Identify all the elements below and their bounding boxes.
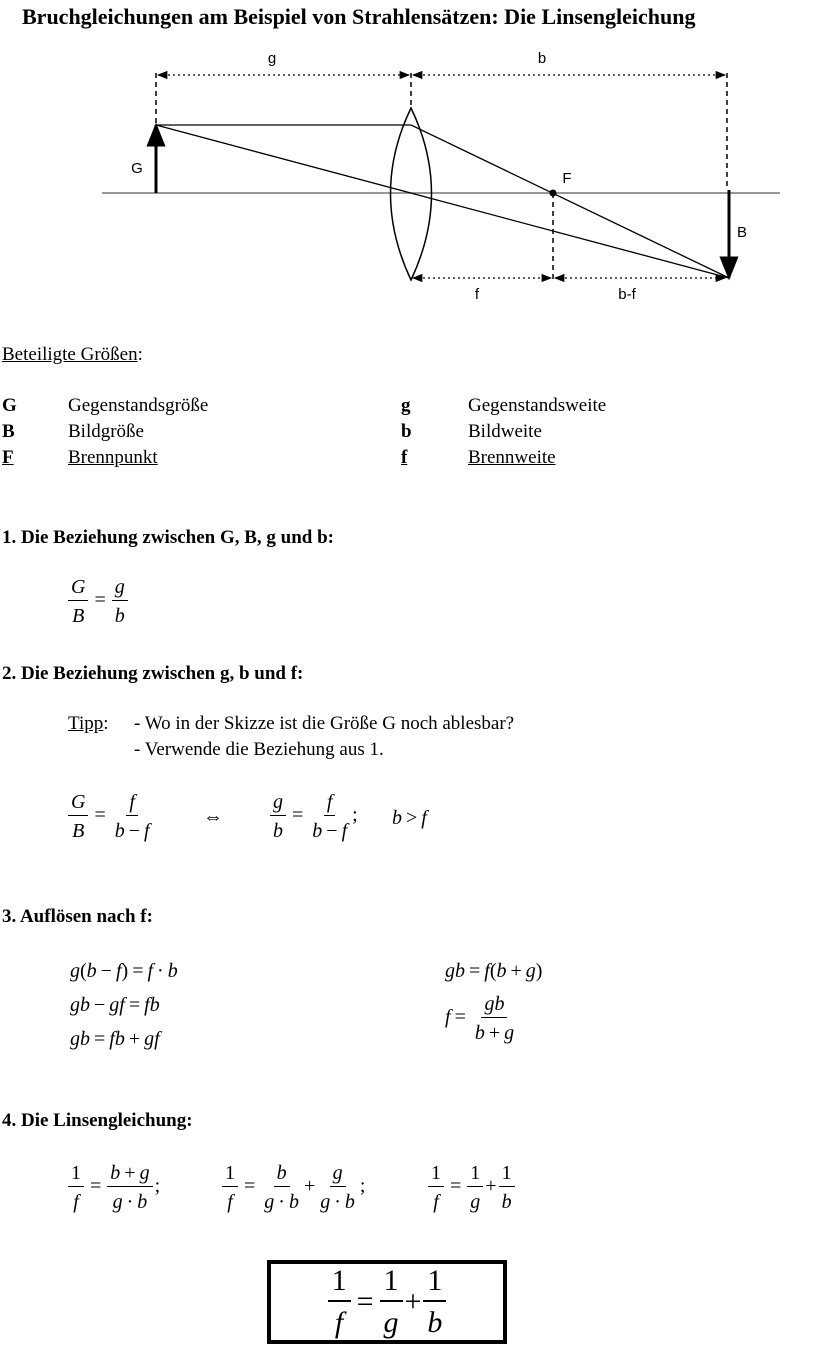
lens bbox=[391, 108, 432, 280]
equation-step4: gb = f(b + g) bbox=[445, 960, 543, 982]
quantities-heading: Beteiligte Größen: bbox=[2, 344, 143, 365]
equation-f-solved: f = $\frac{gb}{b + g}$ bbox=[445, 993, 515, 1044]
quantity-name: Bildgröße bbox=[68, 421, 144, 442]
page-title: Bruchgleichungen am Beispiel von Strahlensätzen: Die Linsengleichung bbox=[22, 4, 696, 29]
tip-line: - Wo in der Skizze ist die Größe G noch ablesbar? bbox=[134, 713, 515, 734]
section2-heading: 2. Die Beziehung zwischen g, b und f: bbox=[2, 663, 304, 684]
quantity-symbol: B bbox=[2, 421, 15, 442]
section4-heading: 4. Die Linsengleichung: bbox=[2, 1110, 193, 1131]
tip-line: - Verwende die Beziehung aus 1. bbox=[134, 739, 384, 760]
quantity-symbol: F bbox=[2, 447, 14, 468]
label-F: F bbox=[562, 170, 572, 187]
quantity-symbol: b bbox=[401, 421, 412, 442]
central-ray bbox=[156, 125, 729, 278]
label-f: f bbox=[474, 286, 480, 303]
section3-heading: 3. Auflösen nach f: bbox=[2, 906, 153, 927]
equation-g-b-f: $\frac{g}{b}$ = $\frac{f}{b - f}$ ; bbox=[268, 792, 358, 841]
lens-diagram bbox=[0, 40, 833, 330]
equivalence-icon: ⇔ bbox=[203, 806, 223, 828]
label-B: B bbox=[736, 224, 748, 241]
quantity-name: Brennpunkt bbox=[68, 447, 158, 468]
tip-label: Tipp: bbox=[68, 713, 109, 734]
equation-G-B-g-b: $\frac{G}{B}$ = $\frac{g}{b}$ bbox=[66, 577, 130, 626]
quantity-symbol: G bbox=[2, 395, 17, 416]
quantity-name: Brennweite bbox=[468, 447, 556, 468]
label-b: b bbox=[537, 50, 547, 67]
equation-step2: gb − gf = fb bbox=[70, 994, 160, 1016]
equation-step3: gb = fb + gf bbox=[70, 1028, 160, 1050]
label-b-minus-f: b-f bbox=[618, 286, 636, 303]
quantity-name: Gegenstandsgröße bbox=[68, 395, 209, 416]
equation-lens-step1: $\frac{1}{f}$ = $\frac{b + g}{g \cdot b}$ ; bbox=[66, 1163, 160, 1212]
quantity-symbol: g bbox=[401, 395, 411, 416]
label-g: g bbox=[267, 50, 277, 67]
equation-lens-step2: $\frac{1}{f}$ = $\frac{b}{g \cdot b}$ + $\frac{g}{g \cdot b}$ ; bbox=[220, 1163, 365, 1212]
equation-G-B-f: $\frac{G}{B}$ = $\frac{f}{b - f}$ bbox=[66, 792, 155, 841]
focal-ray bbox=[411, 125, 729, 278]
section1-heading: 1. Die Beziehung zwischen G, B, g und b: bbox=[2, 527, 335, 548]
focal-point bbox=[550, 190, 557, 197]
equation-step1: g(b − f) = f · b bbox=[70, 960, 178, 982]
equation-lens-step3: $\frac{1}{f}$ = $\frac{1}{g}$ + $\frac{1}{b}$ bbox=[426, 1163, 517, 1212]
quantity-name: Gegenstandsweite bbox=[468, 395, 607, 416]
condition-b-gt-f: b > f bbox=[392, 807, 427, 829]
quantity-name: Bildweite bbox=[468, 421, 542, 442]
label-G: G bbox=[131, 160, 143, 177]
quantity-symbol: f bbox=[401, 447, 408, 468]
lens-equation-box: $\frac{1}{f}$ = $\frac{1}{g}$ + $\frac{1}{b}$ bbox=[267, 1260, 507, 1344]
